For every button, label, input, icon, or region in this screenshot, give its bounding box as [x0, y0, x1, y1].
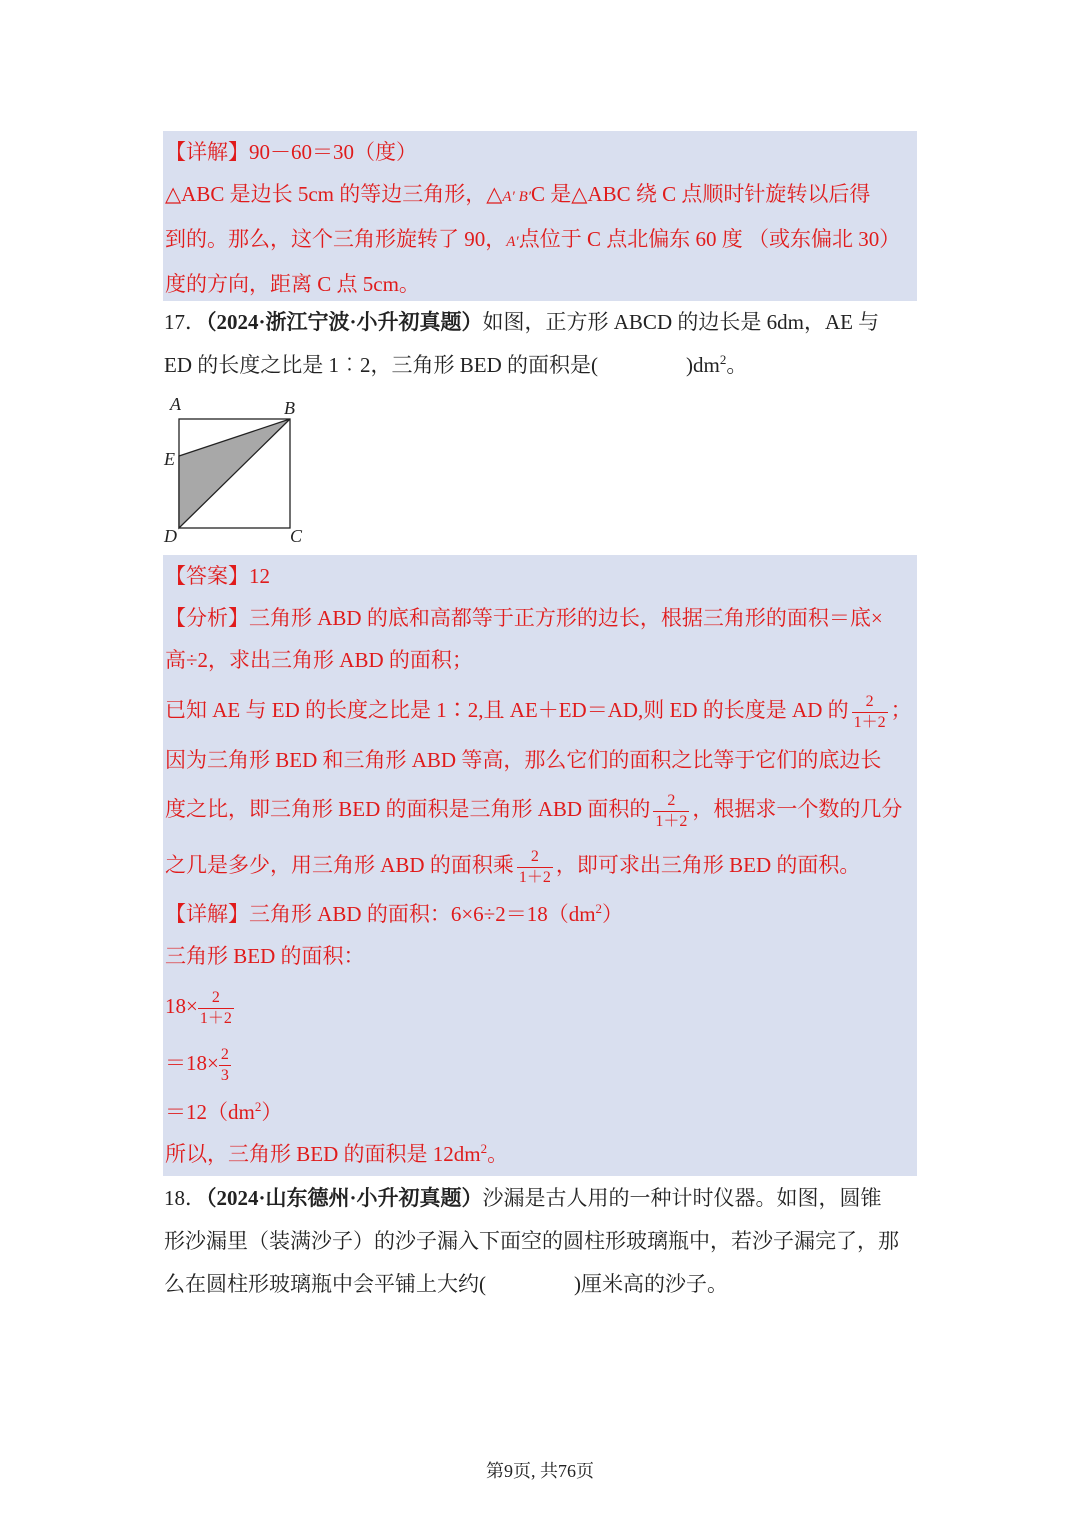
- equation-line: $=12(dm^2)$: [165, 1099, 283, 1124]
- label-a: A: [170, 394, 181, 414]
- analysis-line: 因为三角形 BED 和三角形 ABD 等高，那么它们的面积之比等于它们的底边长: [165, 748, 882, 772]
- equation-line: 18× $\frac{2}{1+2}$: [165, 988, 232, 1027]
- question-18-line-3: 么在圆柱形玻璃瓶中会平铺上大约( )厘米高的沙子。: [164, 1272, 728, 1296]
- question-18-line-2: 形沙漏里（装满沙子）的沙子漏入下面空的圆柱形玻璃瓶中，若沙子漏完了，那: [164, 1229, 899, 1253]
- solution-box-17: [163, 555, 917, 1176]
- answer-line: 【答案】12: [165, 564, 270, 588]
- text-line: 度的方向，距离 C 点 5cm。: [165, 272, 420, 296]
- detail-line: 【详解】90－60＝30（度）: [165, 140, 417, 164]
- fraction: $\frac{2}{1+2}$: [199, 988, 232, 1027]
- analysis-line: 【分析】三角形 ABD 的底和高都等于正方形的边长，根据三角形的面积＝底×: [165, 606, 883, 630]
- fraction: $\frac{2}{1+2}$: [853, 692, 886, 731]
- analysis-line: 度之比，即三角形 BED 的面积是三角形 ABD 面积的 $\frac{2}{1+2}$ ，根据求一个数的几分: [165, 791, 903, 830]
- equation-line: ＝18× $\frac{2}{3}$: [165, 1045, 229, 1084]
- label-e: E: [164, 449, 175, 469]
- analysis-line: 已知 AE 与 ED 的长度之比是 1∶2,且 AE＋ED＝AD,则 ED 的长度是 AD 的 $\frac{2}{1+2}$ ；: [165, 692, 912, 731]
- text-line: △ABC 是边长 5cm 的等边三角形，△A′ B′C 是△ABC 绕 C 点顺时针旋转以后得: [165, 182, 871, 206]
- detail-line: 【详解】三角形 ABD 的面积：$6\times 6\div 2=18(dm^2)$: [165, 901, 624, 926]
- analysis-line: 之几是多少，用三角形 ABD 的面积乘 $\frac{2}{1+2}$ ，即可求出三角形 BED 的面积。: [165, 847, 861, 886]
- square-figure: [158, 392, 308, 552]
- label-c: C: [290, 526, 303, 546]
- label-d: D: [164, 526, 177, 546]
- detail-line: 三角形 BED 的面积：: [165, 944, 365, 968]
- question-source: （2024·山东德州·小升初真题）: [206, 1186, 483, 1210]
- shaded-triangle-bed: [179, 419, 290, 528]
- question-18-line-1: 18．（2024·山东德州·小升初真题）沙漏是古人用的一种计时仪器。如图，圆锥: [164, 1186, 882, 1210]
- label-b: B: [284, 398, 295, 418]
- page-footer: 第9页, 共76页: [486, 1461, 594, 1481]
- conclusion-line: 所以，三角形 BED 的面积是 $12dm^2$。: [165, 1141, 509, 1166]
- question-17-line-1: 17．（2024·浙江宁波·小升初真题）如图，正方形 ABCD 的边长是 6dm，AE 与: [164, 310, 880, 334]
- solution-box-16: [163, 131, 917, 301]
- text-line: 到的。那么，这个三角形旋转了 90，A′点位于 C 点北偏东 60 度 （或东偏北 30）: [165, 227, 901, 251]
- analysis-line: 高÷2，求出三角形 ABD 的面积；: [165, 648, 473, 672]
- question-source: （2024·浙江宁波·小升初真题）: [206, 310, 483, 334]
- fraction: $\frac{2}{1+2}$: [655, 791, 688, 830]
- fraction: $\frac{2}{1+2}$: [518, 847, 551, 886]
- fraction: $\frac{2}{3}$: [220, 1045, 229, 1084]
- question-17-line-2: ED 的长度之比是 1︰2，三角形 BED 的面积是( )$dm^2$。: [164, 352, 748, 377]
